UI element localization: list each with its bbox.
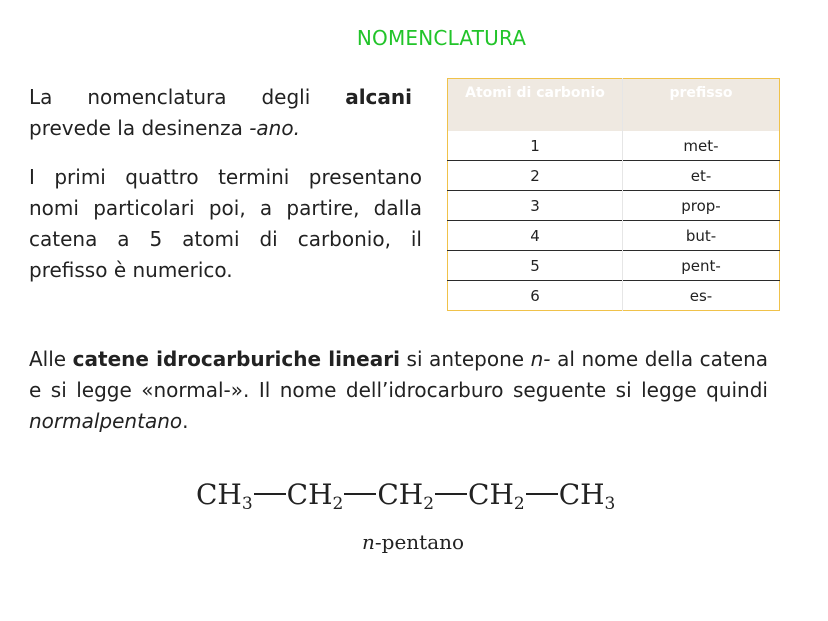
formula-caption: n-pentano — [362, 530, 465, 554]
single-bond — [435, 493, 467, 495]
single-bond — [344, 493, 376, 495]
carbon-count-cell: 3 — [448, 191, 623, 221]
carbon-count-cell: 6 — [448, 281, 623, 311]
carbon-count-cell: 1 — [448, 131, 623, 161]
prefix-cell: es- — [623, 281, 780, 311]
table-row — [448, 161, 780, 191]
pentane-formula — [196, 478, 615, 514]
header-prefix: prefisso — [623, 79, 780, 132]
single-bond — [254, 493, 286, 495]
table-header-row — [448, 79, 780, 132]
carbon-count-cell: 2 — [448, 161, 623, 191]
prefix-cell: but- — [623, 221, 780, 251]
formula-group: $CH_2$ — [468, 478, 525, 514]
formula-group: $CH_2$ — [286, 478, 344, 514]
prefix-cell: pent- — [623, 251, 780, 281]
prefix-cell: prop- — [623, 191, 780, 221]
formula-group: $CH_3$ — [196, 478, 253, 514]
table-row — [448, 191, 780, 221]
formula-group: $CH_2$ — [377, 478, 435, 514]
formula-group: $CH_3$ — [558, 478, 616, 514]
table-row — [448, 281, 780, 311]
prefix-table — [447, 78, 780, 311]
carbon-count-cell: 4 — [448, 221, 623, 251]
linear-chains-paragraph: Alle catene idrocarburiche lineari si antepone n- al nome della catena e si legge «normal-». Il nome dell’idrocarburo seguente si legge quindi normalpentano. — [29, 347, 769, 433]
table-row — [448, 251, 780, 281]
carbon-count-cell: 5 — [448, 251, 623, 281]
intro-paragraph: La nomenclatura degli alcani prevede la desinenza -ano. — [29, 85, 412, 140]
header-carbon-atoms: Atomi di carbonio — [448, 79, 623, 132]
prefix-paragraph: I primi quattro termini presentano nomi particolari poi, a partire, dalla catena a 5 atomi di carbonio, il prefisso è numerico. — [29, 165, 422, 282]
prefix-cell: et- — [623, 161, 780, 191]
single-bond — [526, 493, 558, 495]
prefix-cell: met- — [683, 136, 719, 155]
page-title: NOMENCLATURA — [356, 26, 527, 50]
table-row — [448, 131, 780, 161]
table-row — [448, 221, 780, 251]
